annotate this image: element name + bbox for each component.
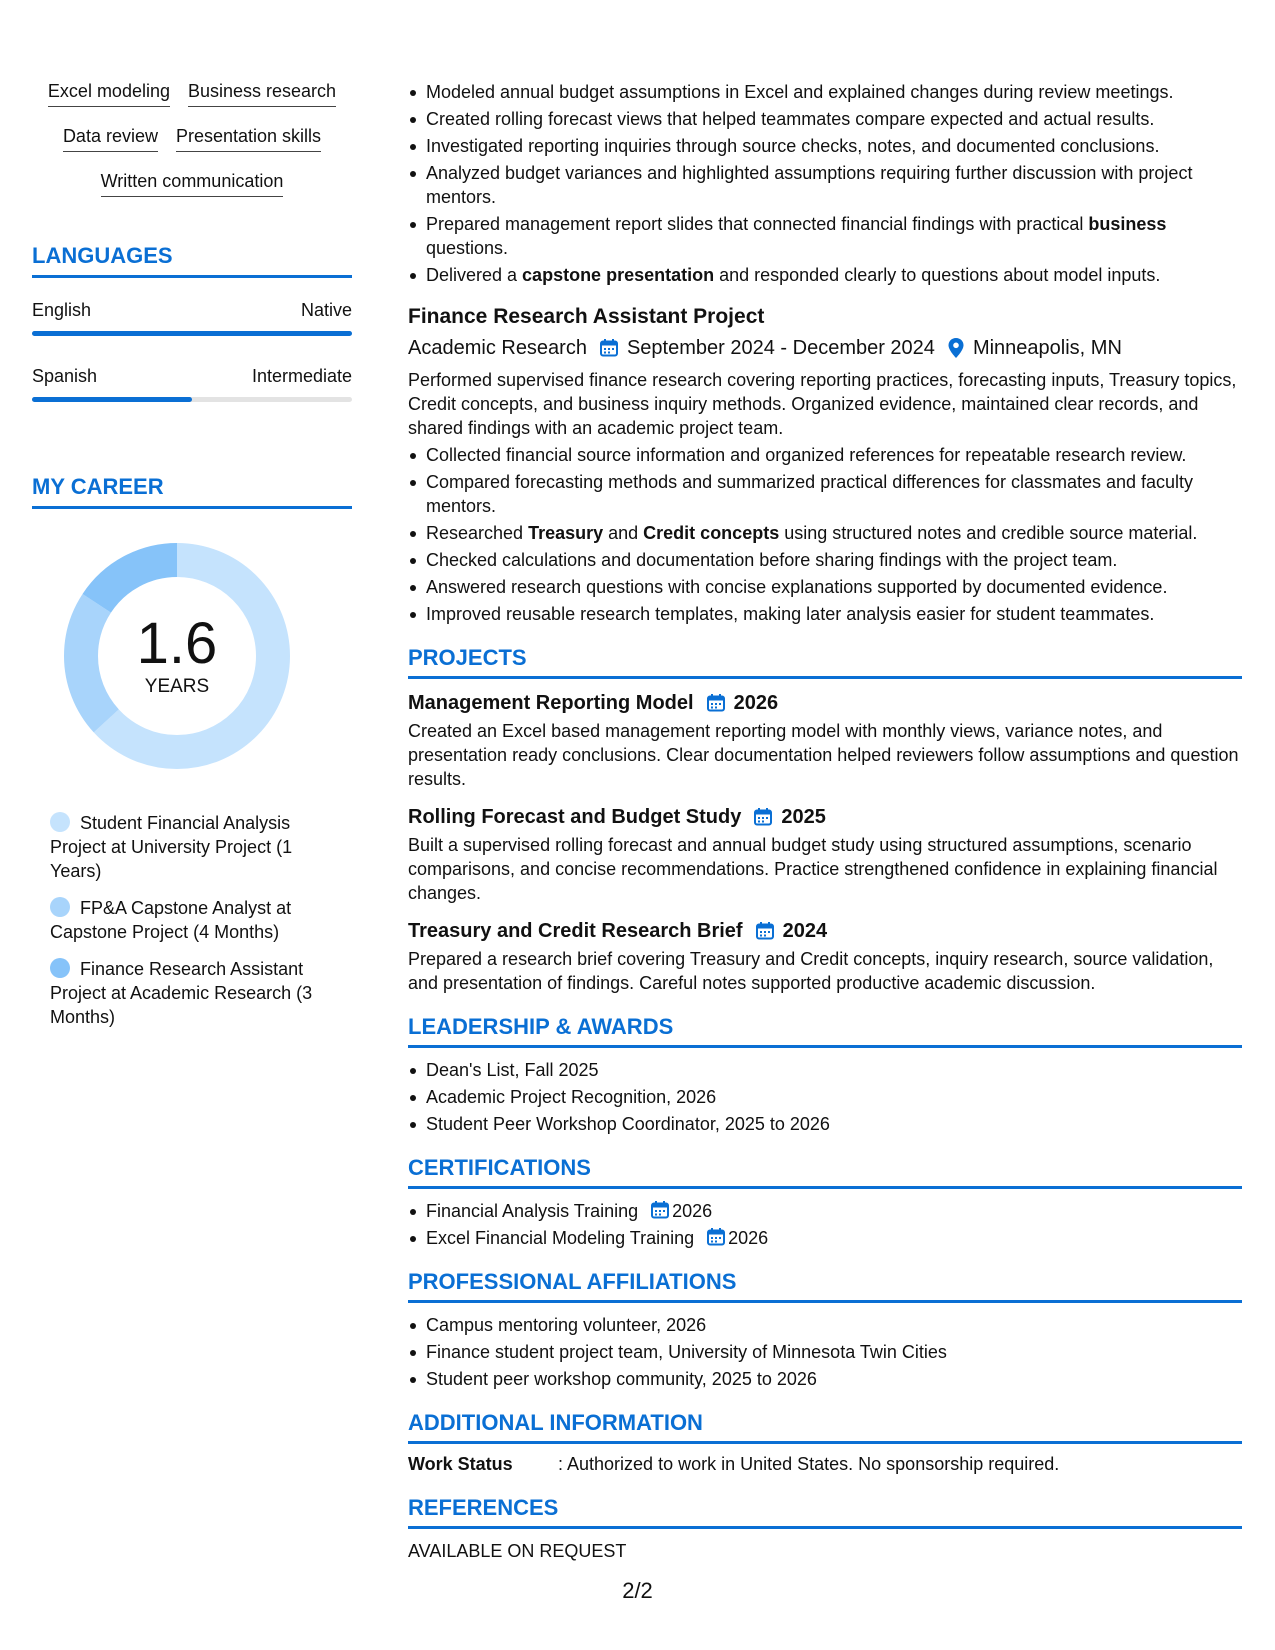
- career-legend-label: FP&A Capstone Analyst at Capstone Project (4 Months): [50, 898, 292, 942]
- career-donut-chart: [32, 543, 352, 783]
- skill-tag: Business research: [188, 80, 336, 107]
- references-heading: REFERENCES: [408, 1494, 1242, 1529]
- career-legend-item: [50, 957, 344, 1029]
- project-title: Management Reporting Model: [408, 692, 694, 714]
- career-total-unit: YEARS: [144, 676, 210, 697]
- leadership-list: [408, 1058, 1242, 1136]
- certifications-heading: CERTIFICATIONS: [408, 1154, 1242, 1189]
- language-item: [32, 366, 352, 402]
- text-segment: Prepared management report slides that connected financial findings with practical: [426, 214, 1089, 234]
- text-segment: Researched: [426, 523, 529, 543]
- calendar-icon: [755, 921, 775, 941]
- references-text: AVAILABLE ON REQUEST: [408, 1541, 627, 1561]
- language-bar: [32, 397, 352, 402]
- certification-item: [408, 1226, 1242, 1250]
- page-number: 2/2: [622, 1578, 653, 1603]
- job-bullet: Answered research questions with concise explanations supported by documented evidence.: [408, 575, 1242, 599]
- language-name: English: [32, 300, 92, 320]
- calendar-icon: [706, 1227, 726, 1247]
- skill-tag: Presentation skills: [176, 125, 321, 152]
- bold-text: business: [1088, 214, 1167, 234]
- job-bullet: Improved reusable research templates, making later analysis easier for student teammates.: [408, 602, 1242, 626]
- experience-bullet: [408, 263, 1242, 287]
- career-legend: [32, 811, 352, 1029]
- leadership-item: Dean's List, Fall 2025: [408, 1058, 1242, 1082]
- legend-dot-icon: [50, 958, 70, 978]
- leadership-heading: LEADERSHIP & AWARDS: [408, 1013, 1242, 1048]
- work-status-value: : Authorized to work in United States. No sponsorship required.: [558, 1454, 1060, 1474]
- bold-text: Credit concepts: [643, 523, 780, 543]
- certification-name: Excel Financial Modeling Training: [426, 1228, 695, 1248]
- certification-name: Financial Analysis Training: [426, 1201, 639, 1221]
- career-chart-center: [64, 543, 290, 769]
- project-title-row: [408, 803, 1242, 831]
- work-status-label: Work Status: [408, 1454, 513, 1474]
- job-meta: [408, 334, 1242, 362]
- language-level: Intermediate: [251, 366, 352, 386]
- language-bar-fill: [32, 397, 192, 402]
- additional-info-heading: ADDITIONAL INFORMATION: [408, 1409, 1242, 1444]
- project-title-row: [408, 917, 1242, 945]
- experience-bullet: Modeled annual budget assumptions in Excel and explained changes during review meetings.: [408, 80, 1242, 104]
- projects-heading: PROJECTS: [408, 644, 1242, 679]
- certification-year: 2026: [672, 1201, 713, 1221]
- calendar-icon: [753, 807, 773, 827]
- bold-text: Treasury: [528, 523, 604, 543]
- leadership-item: Academic Project Recognition, 2026: [408, 1085, 1242, 1109]
- location-pin-icon: [947, 337, 965, 359]
- project-year: 2024: [782, 920, 828, 942]
- job-bullets: [408, 443, 1242, 626]
- languages-heading: LANGUAGES: [32, 243, 352, 278]
- experience-bullet: [408, 212, 1242, 260]
- skills-list: [32, 80, 352, 197]
- skill-tag: Written communication: [101, 170, 284, 197]
- affiliations-list: [408, 1313, 1242, 1391]
- project-description: Built a supervised rolling forecast and annual budget study using structured assumptions, scenario comparisons, and concise recommendations. Practice strengthened confidence in explaining financial changes.: [408, 835, 1218, 903]
- affiliation-item: Campus mentoring volunteer, 2026: [408, 1313, 1242, 1337]
- text-segment: and responded clearly to questions about model inputs.: [714, 265, 1161, 285]
- experience-bullet: Analyzed budget variances and highlighted assumptions requiring further discussion with project mentors.: [408, 161, 1242, 209]
- bold-text: capstone presentation: [522, 265, 715, 285]
- text-segment: and: [603, 523, 644, 543]
- text-segment: questions.: [426, 238, 509, 258]
- career-legend-item: [50, 896, 344, 944]
- work-status-row: [408, 1452, 1242, 1476]
- job-bullet: Compared forecasting methods and summarized practical differences for classmates and faculty mentors.: [408, 470, 1242, 518]
- career-heading: MY CAREER: [32, 474, 352, 509]
- certification-year: 2026: [728, 1228, 769, 1248]
- project-year: 2026: [733, 692, 779, 714]
- job-bullet: [408, 521, 1242, 545]
- project-description: Prepared a research brief covering Treasury and Credit concepts, inquiry research, source validation, and presentation of findings. Careful notes supported productive academic discussion.: [408, 949, 1214, 993]
- experience-bullets: [408, 80, 1242, 287]
- job-bullet: Checked calculations and documentation before sharing findings with the project team.: [408, 548, 1242, 572]
- project-title: Rolling Forecast and Budget Study: [408, 806, 742, 828]
- text-segment: using structured notes and credible source material.: [779, 523, 1198, 543]
- job-bullet: Collected financial source information and organized references for repeatable research review.: [408, 443, 1242, 467]
- project-description: Created an Excel based management reporting model with monthly views, variance notes, and presentation ready conclusions. Clear documentation helped reviewers follow assumptions and question results.: [408, 721, 1239, 789]
- project-title-row: [408, 689, 1242, 717]
- experience-bullet: Investigated reporting inquiries through source checks, notes, and documented conclusions.: [408, 134, 1242, 158]
- project-title: Treasury and Credit Research Brief: [408, 920, 743, 942]
- legend-dot-icon: [50, 812, 70, 832]
- affiliations-heading: PROFESSIONAL AFFILIATIONS: [408, 1268, 1242, 1303]
- affiliation-item: Finance student project team, University of Minnesota Twin Cities: [408, 1340, 1242, 1364]
- job-dates: September 2024 - December 2024: [626, 337, 935, 359]
- career-total-years: 1.6: [136, 611, 218, 676]
- certification-item: [408, 1199, 1242, 1223]
- calendar-icon: [599, 338, 619, 358]
- language-name: Spanish: [32, 366, 98, 386]
- job-title: Finance Research Assistant Project: [408, 305, 765, 328]
- main-content: [408, 80, 1242, 1563]
- project-year: 2025: [781, 806, 826, 828]
- text-segment: Delivered a: [426, 265, 523, 285]
- calendar-icon: [650, 1200, 670, 1220]
- job-location: Minneapolis, MN: [972, 337, 1122, 359]
- skill-tag: Excel modeling: [48, 80, 170, 107]
- skill-tag: Data review: [63, 125, 158, 152]
- language-bar-fill: [32, 331, 352, 336]
- sidebar: [32, 80, 352, 1042]
- job-organization: Academic Research: [408, 337, 587, 359]
- affiliation-item: Student peer workshop community, 2025 to 2026: [408, 1367, 1242, 1391]
- career-legend-item: [50, 811, 344, 883]
- projects-list: [408, 689, 1242, 995]
- leadership-item: Student Peer Workshop Coordinator, 2025 to 2026: [408, 1112, 1242, 1136]
- language-level: Native: [300, 300, 352, 320]
- job-description: Performed supervised finance research covering reporting practices, forecasting inputs, Treasury topics, Credit concepts, and business inquiry methods. Organized evidence, maintained clear records, and shared findings with an academic project team.: [408, 370, 1237, 438]
- language-item: [32, 300, 352, 336]
- calendar-icon: [706, 693, 726, 713]
- language-bar: [32, 331, 352, 336]
- legend-dot-icon: [50, 897, 70, 917]
- experience-bullet: Created rolling forecast views that helped teammates compare expected and actual results.: [408, 107, 1242, 131]
- career-legend-label: Student Financial Analysis Project at University Project (1 Years): [50, 813, 293, 881]
- certifications-list: [408, 1199, 1242, 1250]
- career-legend-label: Finance Research Assistant Project at Academic Research (3 Months): [50, 959, 313, 1027]
